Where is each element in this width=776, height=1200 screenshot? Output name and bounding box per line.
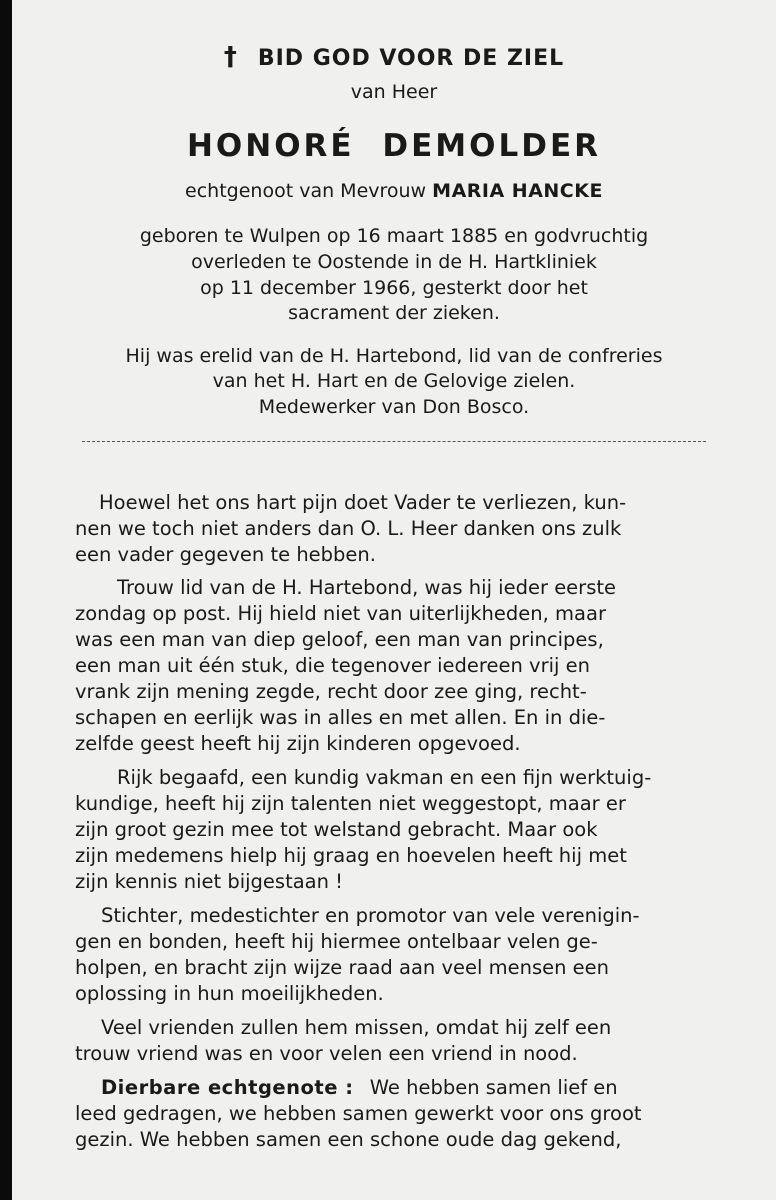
text-line: Rijk begaafd, een kundig vakman en een fijn werktuig- <box>117 766 652 789</box>
text-line: zelfde geest heeft hij zijn kinderen opgevoed. <box>75 732 521 755</box>
divider <box>82 441 706 442</box>
bio-line: geboren te Wulpen op 16 maart 1885 en godvruchtig <box>139 225 649 247</box>
cross-icon: † <box>223 42 238 72</box>
text-line: zondag op post. Hij hield niet van uiterlijkheden, maar <box>75 602 606 625</box>
membership-line: van het H. Hart en de Gelovige zielen. <box>212 370 576 392</box>
text-line: gezin. We hebben samen een schone oude dag gekend, <box>75 1128 622 1151</box>
prayer-title: BID GOD VOOR DE ZIEL <box>257 46 565 71</box>
prayer-heading <box>12 42 776 72</box>
text-line: holpen, en bracht zijn wijze raad aan veel mensen een <box>75 956 610 979</box>
text-line: nen we toch niet anders dan O. L. Heer danken ons zulk <box>75 517 622 540</box>
text-line: zijn groot gezin mee tot welstand gebracht. Maar ook <box>75 818 598 841</box>
bio-line: overleden te Oostende in de H. Hartkliniek <box>191 251 597 273</box>
text-line: was een man van diep geloof, een man van principes, <box>75 628 604 651</box>
text-line: schapen en eerlijk was in alles en met allen. En in die- <box>75 706 606 729</box>
address-rest: We hebben samen lief en <box>369 1076 618 1099</box>
text-line: trouw vriend was en voor velen een vriend in nood. <box>75 1042 578 1065</box>
text-line: gen en bonden, heeft hij hiermee ontelbaar velen ge- <box>75 930 598 953</box>
name-prefix: van Heer <box>350 81 438 103</box>
text-line: zijn kennis niet bijgestaan ! <box>75 870 344 893</box>
text-line: vrank zijn mening zegde, recht door zee ging, recht- <box>75 680 587 703</box>
spouse-intro: echtgenoot van Mevrouw <box>185 180 427 202</box>
text-line: oplossing in hun moeilijkheden. <box>75 982 384 1005</box>
memorial-card <box>12 0 776 1200</box>
text-line: een man uit één stuk, die tegenover iedereen vrij en <box>75 654 591 677</box>
text-line: Veel vrienden zullen hem missen, omdat hij zelf een <box>101 1016 612 1039</box>
text-line: leed gedragen, we hebben samen gewerkt voor ons groot <box>75 1102 642 1125</box>
bio-line: sacrament der zieken. <box>288 302 500 324</box>
text-line: Hoewel het ons hart pijn doet Vader te verliezen, kun- <box>99 491 627 514</box>
text-line: zijn medemens hielp hij graag en hoevelen heeft hij met <box>75 844 627 867</box>
membership-line: Hij was erelid van de H. Hartebond, lid van de confreries <box>125 345 663 367</box>
text-line: kundige, heeft hij zijn talenten niet weggestopt, maar er <box>75 792 626 815</box>
spouse-name: MARIA HANCKE <box>432 180 603 202</box>
membership-line: Medewerker van Don Bosco. <box>258 396 530 418</box>
text-line: een vader gegeven te hebben. <box>75 543 376 566</box>
text-line: Stichter, medestichter en promotor van vele verenigin- <box>101 904 640 927</box>
deceased-name: HONORÉ DEMOLDER <box>186 128 602 164</box>
address-lead: Dierbare echtgenote : <box>101 1076 354 1099</box>
spouse-line <box>12 180 776 202</box>
text-line <box>101 1075 618 1101</box>
text-line: Trouw lid van de H. Hartebond, was hij ieder eerste <box>117 576 617 599</box>
bio-line: op 11 december 1966, gesterkt door het <box>200 277 588 299</box>
